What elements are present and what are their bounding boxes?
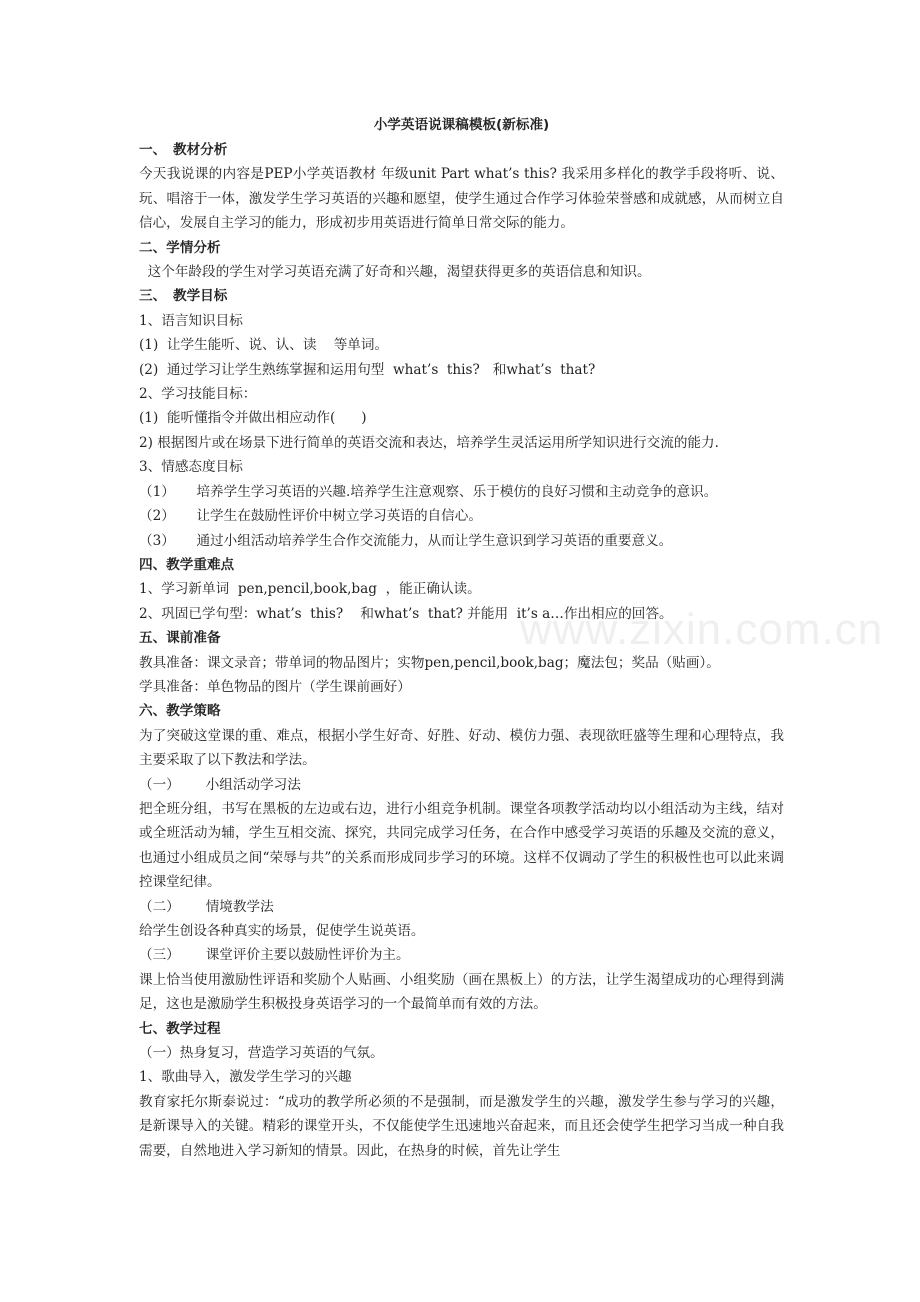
paragraph-learner: 这个年龄段的学生对学习英语充满了好奇和兴趣，渴望获得更多的英语信息和知识。 bbox=[139, 264, 651, 281]
list-item: （1） 培养学生学习英语的兴趣.培养学生注意观察、乐于模仿的良好习惯和主动竞争的意识。 bbox=[139, 483, 718, 500]
list-item: （3） 通过小组活动培养学生合作交流能力，从而让学生意识到学习英语的重要意义。 bbox=[139, 532, 673, 549]
section-heading-2: 二、学情分析 bbox=[139, 239, 221, 256]
paragraph-intro: 今天我说课的内容是PEP小学英语教材 年级unit Part what’s this? 我采用多样化的教学手段将听、说、玩、唱溶于一体，激发学生学习英语的兴趣和愿望，使学生通过合作学习体验荣誉感和成就感，从而树立自信心，发展自主学习的能力，形成初步用英语进行简单日常交际的能力。 bbox=[139, 166, 784, 232]
list-item: 教具准备：课文录音；带单词的物品图片；实物pen,pencil,book,bag；魔法包；奖品（贴画）。 bbox=[139, 654, 720, 671]
list-item: （2） 让学生在鼓励性评价中树立学习英语的自信心。 bbox=[139, 508, 482, 525]
section-heading-7: 七、教学过程 bbox=[139, 1020, 221, 1037]
list-item: (1) 让学生能听、说、认、读 等单词。 bbox=[139, 337, 389, 354]
list-item: 1、语言知识目标 bbox=[139, 312, 243, 329]
section-heading-1: 一、 教材分析 bbox=[139, 142, 228, 158]
list-item: （二） 情境教学法 bbox=[139, 898, 274, 915]
list-item: （三） 课堂评价主要以鼓励性评价为主。 bbox=[139, 947, 410, 964]
list-item: 学具准备：单色物品的图片（学生课前画好） bbox=[139, 678, 411, 695]
list-item: 2、巩固已学句型：what’s this? 和what’s that? 并能用 it’s a…作出相应的回答。 bbox=[139, 605, 673, 622]
paragraph-strategy: 为了突破这堂课的重、难点，根据小学生好奇、好胜、好动、模仿力强、表现欲旺盛等生理和心理特点，我主要采取了以下教法和学法。 bbox=[139, 727, 784, 769]
list-item: (2) 通过学习让学生熟练掌握和运用句型 what’s this? 和what’s that? bbox=[139, 361, 596, 378]
watermark: www.zixin.com.cn bbox=[520, 605, 884, 654]
list-item: 2、学习技能目标： bbox=[139, 386, 257, 403]
list-item: 2) 根据图片或在场景下进行简单的英语交流和表达，培养学生灵活运用所学知识进行交流的能力. bbox=[139, 434, 719, 451]
list-item: （一） 小组活动学习法 bbox=[139, 776, 301, 793]
list-item: 3、情感态度目标 bbox=[139, 459, 243, 476]
document-title: 小学英语说课稿模板(新标准) bbox=[373, 117, 550, 133]
document-page bbox=[139, 112, 784, 1163]
section-heading-3: 三、 教学目标 bbox=[139, 288, 228, 305]
list-item: (1) 能听懂指令并做出相应动作( ) bbox=[139, 410, 367, 427]
paragraph-group: 把全班分组，书写在黑板的左边或右边，进行小组竞争机制。课堂各项教学活动均以小组活动为主线，结对或全班活动为辅，学生互相交流、探究，共同完成学习任务，在合作中感受学习英语的乐趣及交流的意义，也通过小组成员之间“荣辱与共”的关系而形成同步学习的环境。这样不仅调动了学生的积极性也可以此来调控课堂纪律。 bbox=[139, 800, 784, 891]
section-heading-5: 五、课前准备 bbox=[139, 630, 221, 647]
list-item: 1、学习新单词 pen,pencil,book,bag ，能正确认读。 bbox=[139, 581, 481, 598]
paragraph-evaluation: 课上恰当使用激励性评语和奖励个人贴画、小组奖励（画在黑板上）的方法，让学生渴望成功的心理得到满足，这也是激励学生积极投身英语学习的一个最简单而有效的方法。 bbox=[139, 971, 784, 1013]
paragraph-process: 教育家托尔斯泰说过：“成功的教学所必须的不是强制，而是激发学生的兴趣，激发学生参与学习的兴趣，是新课导入的关键。精彩的课堂开头，不仅能使学生迅速地兴奋起来，而且还会使学生把学习当成一种自我需要，自然地进入学习新知的情景。因此，在热身的时候，首先让学生 bbox=[139, 1093, 784, 1159]
section-heading-6: 六、教学策略 bbox=[139, 703, 221, 720]
section-heading-4: 四、教学重难点 bbox=[139, 556, 235, 573]
list-item: 1、歌曲导入，激发学生学习的兴趣 bbox=[139, 1069, 352, 1086]
list-item: （一）热身复习，营造学习英语的气氛。 bbox=[139, 1045, 384, 1062]
list-item: 给学生创设各种真实的场景，促使学生说英语。 bbox=[139, 923, 425, 939]
